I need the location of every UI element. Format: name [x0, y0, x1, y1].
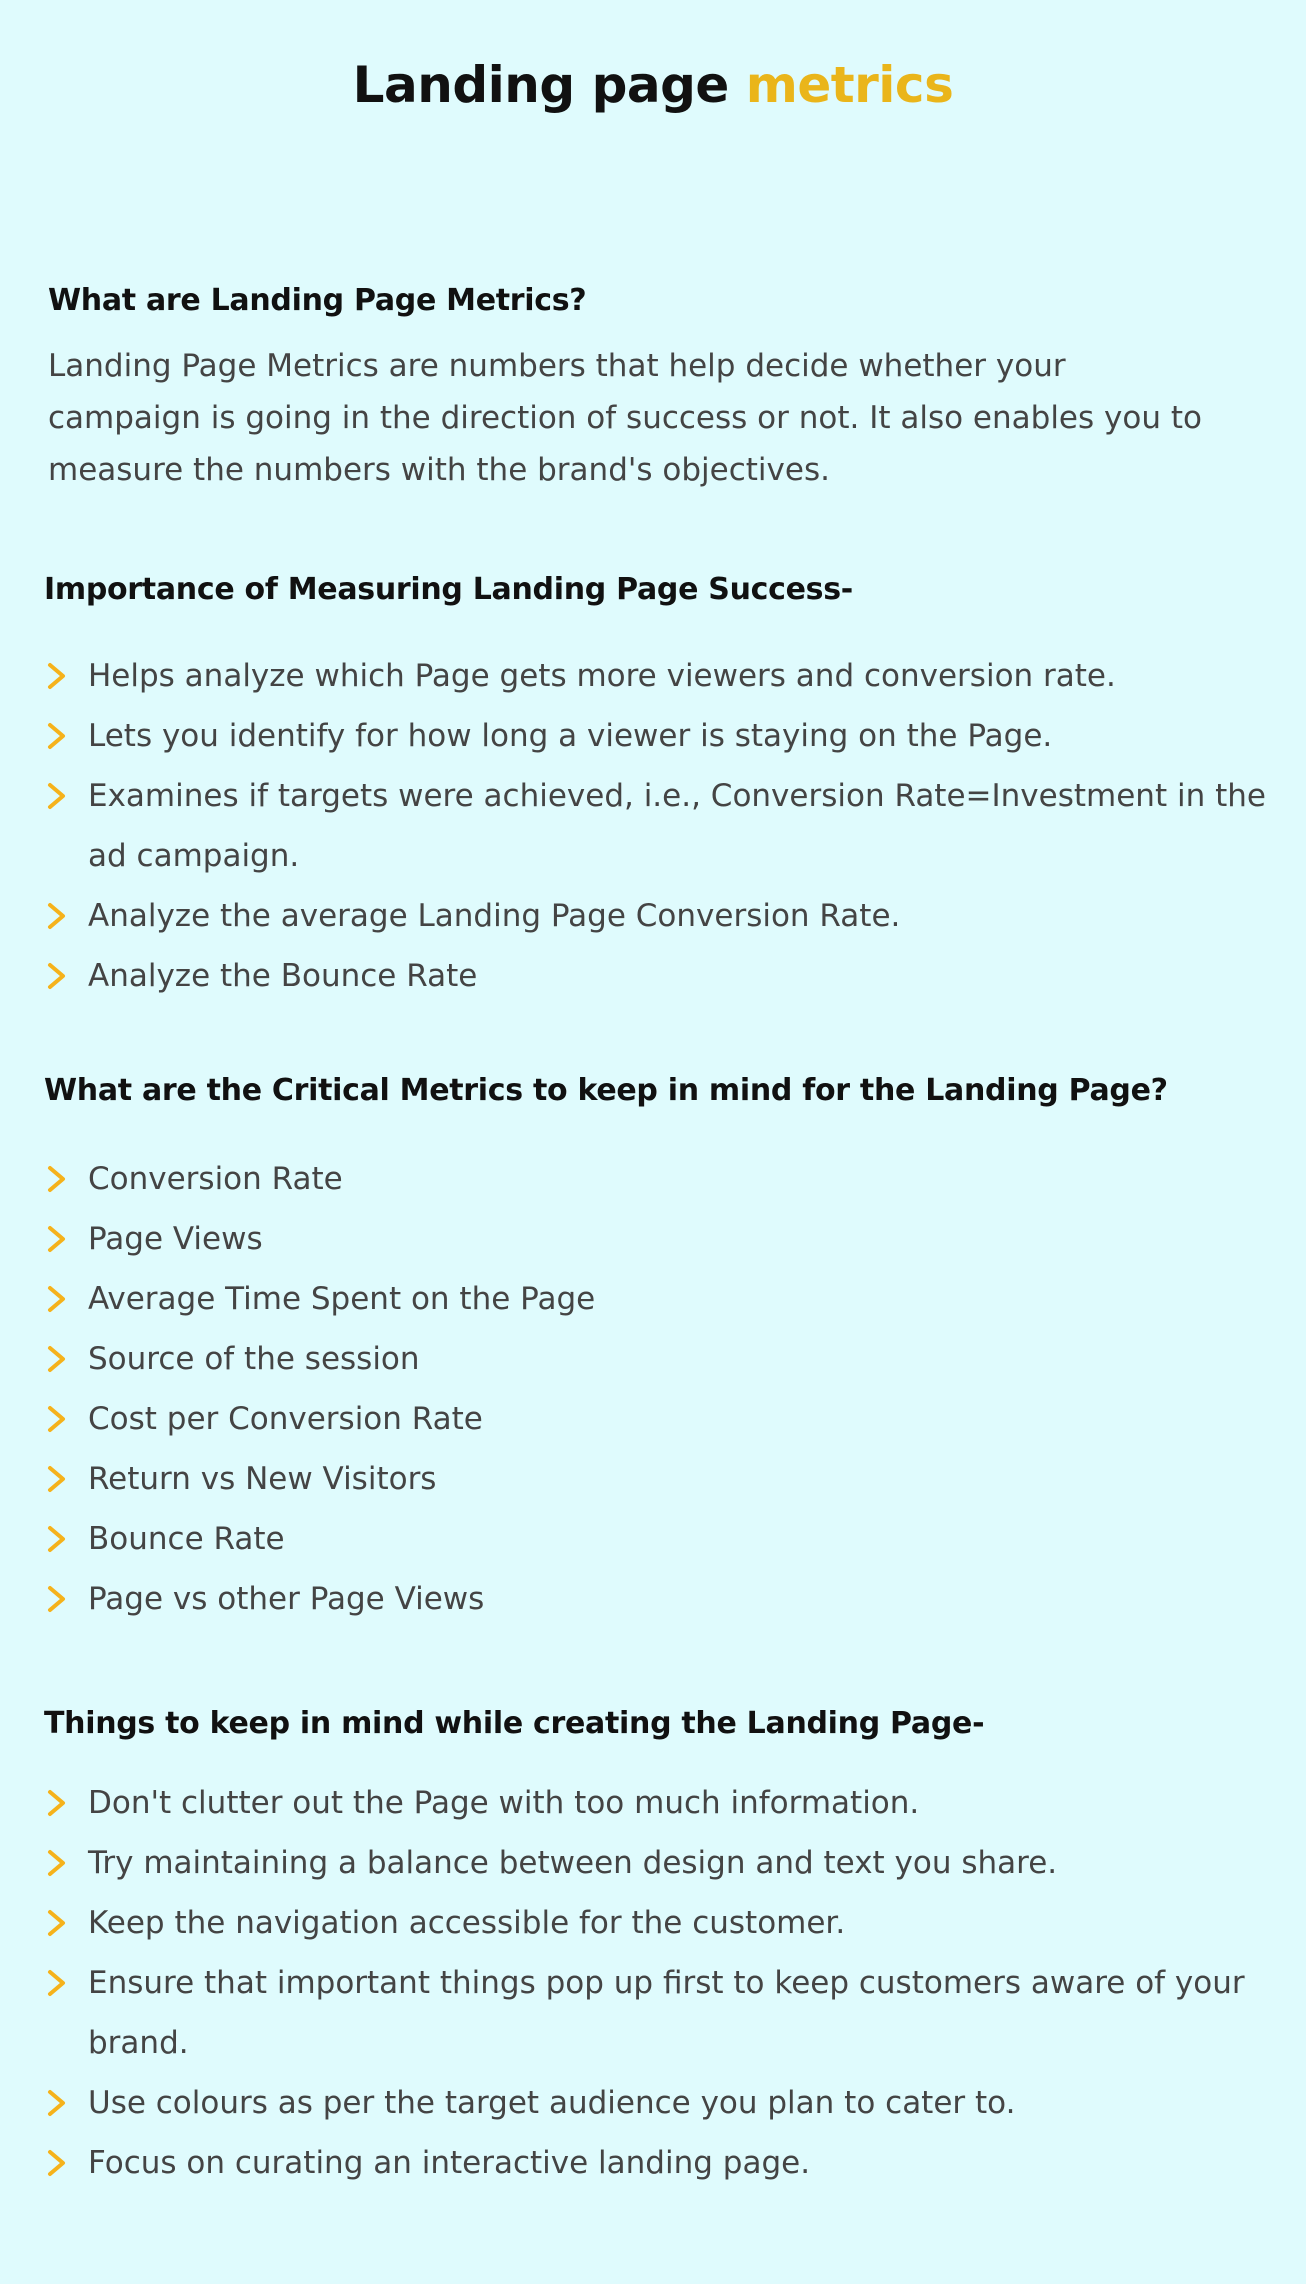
- list-item: [44, 1389, 1284, 1449]
- list-item: [44, 1149, 1284, 1209]
- list-item-text: Page vs other Page Views: [88, 1581, 485, 1617]
- chevron-right-icon: [46, 662, 68, 690]
- section-heading-what: What are Landing Page Metrics?: [48, 283, 587, 318]
- list-item-text: Examines if targets were achieved, i.e., Conversion Rate=Investment in the ad campaign.: [88, 778, 1266, 874]
- list-item: [44, 646, 1284, 706]
- chevron-right-icon: [46, 1285, 68, 1313]
- page-title: [0, 56, 1306, 114]
- chevron-right-icon: [46, 722, 68, 750]
- chevron-right-icon: [46, 782, 68, 810]
- title-accent: metrics: [745, 56, 954, 114]
- list-item-text: Page Views: [88, 1221, 263, 1257]
- chevron-right-icon: [46, 1465, 68, 1493]
- list-item: [44, 1449, 1284, 1509]
- chevron-right-icon: [46, 1969, 68, 1997]
- list-item-text: Lets you identify for how long a viewer is staying on the Page.: [88, 718, 1053, 754]
- section-heading-critical: What are the Critical Metrics to keep in mind for the Landing Page?: [44, 1073, 1168, 1108]
- chevron-right-icon: [46, 1225, 68, 1253]
- chevron-right-icon: [46, 2149, 68, 2177]
- list-item-text: Average Time Spent on the Page: [88, 1281, 596, 1317]
- chevron-right-icon: [46, 1849, 68, 1877]
- list-item: [44, 2133, 1284, 2193]
- list-item: [44, 2073, 1284, 2133]
- list-item: [44, 1569, 1284, 1629]
- importance-list: [44, 646, 1284, 1006]
- section-heading-things: Things to keep in mind while creating the Landing Page-: [44, 1706, 985, 1741]
- list-item: [44, 1953, 1284, 2073]
- list-item: [44, 1893, 1284, 1953]
- list-item-text: Source of the session: [88, 1341, 420, 1377]
- list-item-text: Analyze the average Landing Page Conversion Rate.: [88, 898, 901, 934]
- list-item: [44, 1509, 1284, 1569]
- chevron-right-icon: [46, 1405, 68, 1433]
- list-item-text: Ensure that important things pop up first to keep customers aware of your brand.: [88, 1965, 1245, 2061]
- list-item: [44, 706, 1284, 766]
- list-item: [44, 766, 1284, 886]
- chevron-right-icon: [46, 1345, 68, 1373]
- list-item-text: Analyze the Bounce Rate: [88, 958, 478, 994]
- section-body-what: Landing Page Metrics are numbers that help decide whether your campaign is going in the direction of success or not. It also enables you to measure the numbers with the brand's objectives.: [48, 348, 1202, 488]
- list-item-text: Helps analyze which Page gets more viewers and conversion rate.: [88, 658, 1116, 694]
- chevron-right-icon: [46, 2089, 68, 2117]
- list-item-text: Focus on curating an interactive landing page.: [88, 2145, 811, 2181]
- list-item: [44, 1269, 1284, 1329]
- list-item-text: Try maintaining a balance between design and text you share.: [88, 1845, 1058, 1881]
- section-heading-importance: Importance of Measuring Landing Page Success-: [44, 572, 853, 607]
- list-item-text: Cost per Conversion Rate: [88, 1401, 483, 1437]
- title-main: Landing page: [352, 56, 746, 114]
- list-item-text: Bounce Rate: [88, 1521, 285, 1557]
- list-item: [44, 1833, 1284, 1893]
- list-item: [44, 1773, 1284, 1833]
- list-item-text: Return vs New Visitors: [88, 1461, 437, 1497]
- chevron-right-icon: [46, 962, 68, 990]
- list-item-text: Don't clutter out the Page with too much information.: [88, 1785, 920, 1821]
- tips-list: [44, 1773, 1284, 2193]
- critical-metrics-list: [44, 1149, 1284, 1629]
- list-item: [44, 946, 1284, 1006]
- list-item-text: Conversion Rate: [88, 1161, 343, 1197]
- list-item-text: Keep the navigation accessible for the customer.: [88, 1905, 846, 1941]
- list-item: [44, 1329, 1284, 1389]
- list-item: [44, 1209, 1284, 1269]
- chevron-right-icon: [46, 1585, 68, 1613]
- chevron-right-icon: [46, 1525, 68, 1553]
- list-item: [44, 886, 1284, 946]
- list-item-text: Use colours as per the target audience you plan to cater to.: [88, 2085, 1016, 2121]
- chevron-right-icon: [46, 1909, 68, 1937]
- chevron-right-icon: [46, 1165, 68, 1193]
- chevron-right-icon: [46, 902, 68, 930]
- chevron-right-icon: [46, 1789, 68, 1817]
